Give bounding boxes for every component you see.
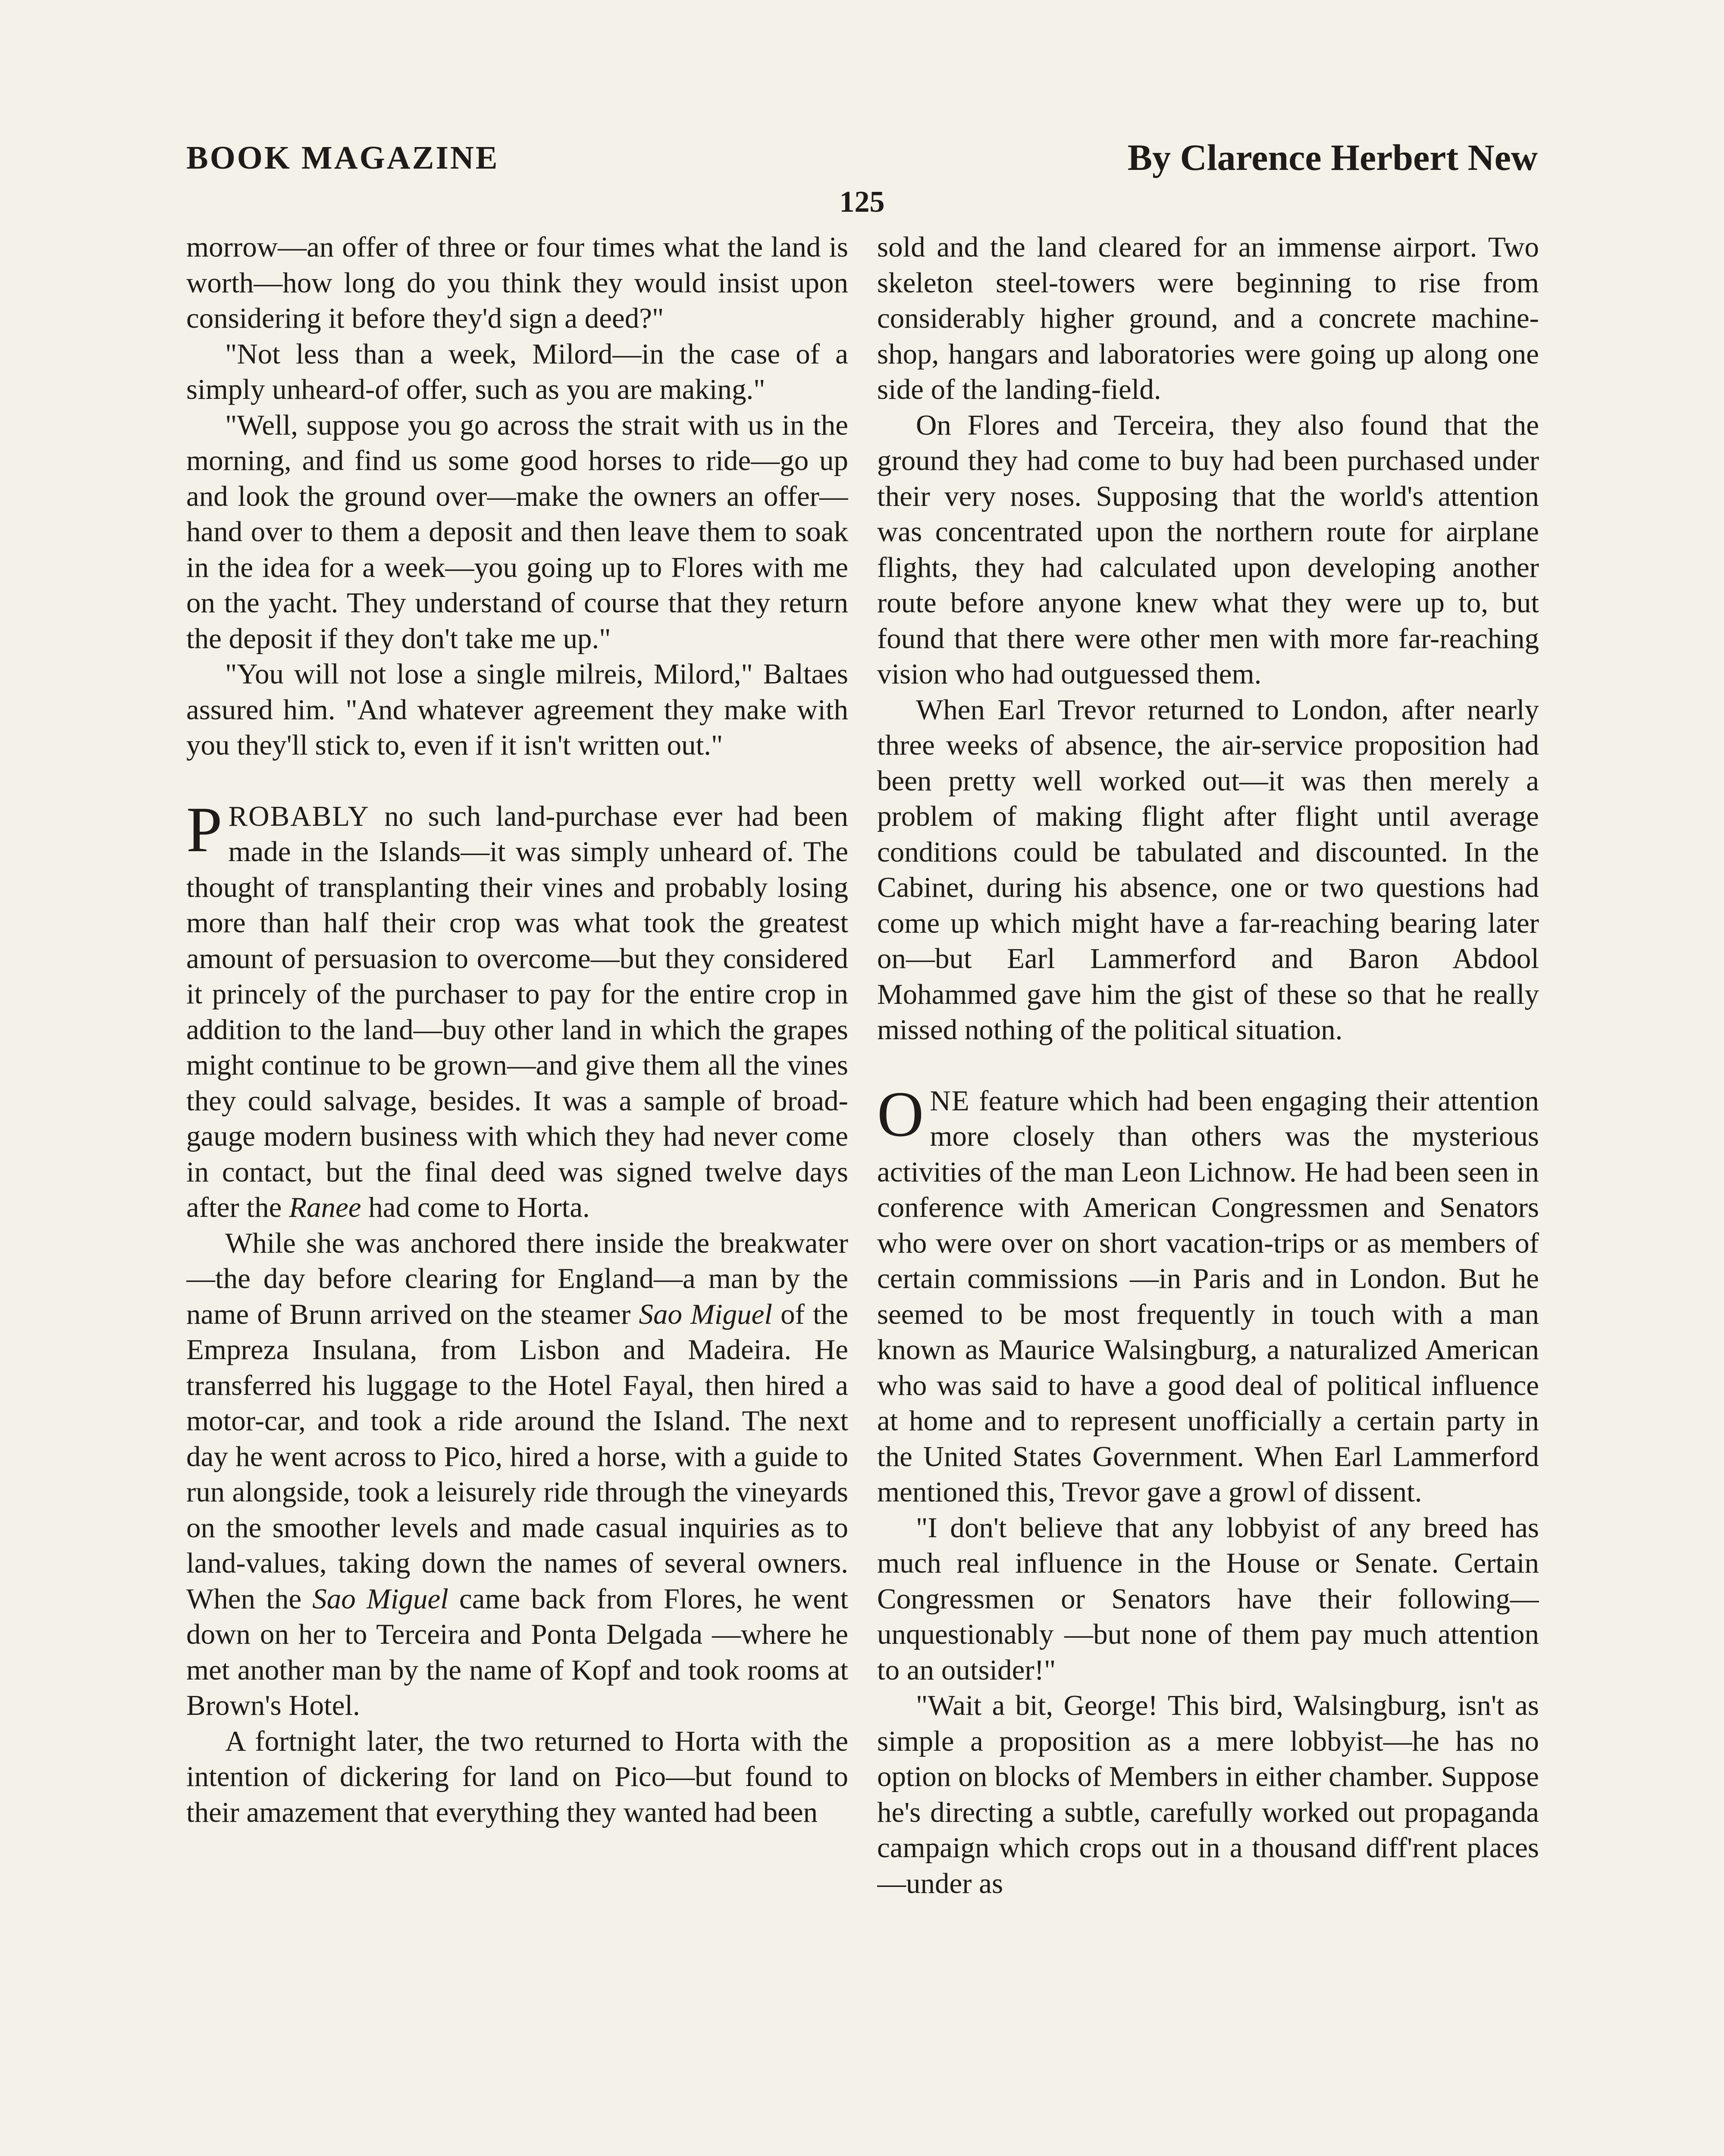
paragraph-text: of the Empreza Insulana, from Lisbon and Madeira. He transferred his luggage to the Hotel Fayal, then hired a motor-car, and took a ride around the Island. The next day he went across to Pico, hired a horse, with a guide to run alongside, took a leisurely ride through the vineyards on the smoother levels and made casual inquiries as to land-values, taking down the names of several owners. When the: [186, 1298, 848, 1615]
right-column: [877, 229, 1539, 2156]
left-column: [186, 229, 848, 2156]
paragraph: "Not less than a week, Milord—in the case of a simply unheard-of offer, such as you are making.": [186, 338, 848, 405]
paragraph: When Earl Trevor returned to London, after nearly three weeks of absence, the air-service proposition had been pretty well worked out—it was then merely a problem of making flight after flight until average conditions could be tabulated and discounted. In the Cabinet, during his absence, one or two questions had come up which might have a far-reaching bearing later on—but Earl Lammerford and Baron Abdool Mohammed gave him the gist of these so that he really missed nothing of the political situation.: [877, 693, 1539, 1046]
ship-name: Ranee: [289, 1191, 361, 1223]
drop-cap: O: [877, 1078, 924, 1150]
paragraph: A fortnight later, the two returned to Horta with the intention of dickering for land on Pico—but found to their amazement that everything they wanted had been: [186, 1725, 848, 1828]
section-paragraph: [877, 1078, 1539, 1510]
section-paragraph: [186, 793, 848, 1225]
paragraph: [186, 1225, 848, 1724]
paragraph: "I don't believe that any lobbyist of any breed has much real influence in the House or Senate. Certain Congressmen or Senators have their following—unquestionably —but none of them pay much attention to an outsider!": [877, 1511, 1539, 1686]
paragraph: morrow—an offer of three or four times what the land is worth—how long do you think they would insist upon considering it before they'd sign a deed?": [186, 231, 848, 334]
drop-cap: P: [186, 793, 223, 865]
paragraph-text: came back from Flores, he went down on her to Terceira and Ponta Delgada —where he met another man by the name of Kopf and took rooms at Brown's Hotel.: [186, 1583, 848, 1721]
lead-in-caps: NE: [930, 1084, 970, 1117]
paragraph: "You will not lose a single milreis, Milord," Baltaes assured him. "And whatever agreement they make with you they'll stick to, even if it isn't written out.": [186, 658, 848, 761]
ship-name: Sao Miguel: [312, 1583, 448, 1615]
paragraph: On Flores and Terceira, they also found that the ground they had come to buy had been purchased under their very noses. Supposing that the world's attention was concentrated upon the northern route for airplane flights, they had calculated upon developing another route before anyone knew what they were up to, but found that there were other men with more far-reaching vision who had outguessed them.: [877, 409, 1539, 690]
paragraph-text: no such land-purchase ever had been made in the Islands—it was simply unheard of. The thought of transplanting their vines and probably losing more than half their crop was what took the greatest amount of persuasion to overcome—but they considered it princely of the purchaser to pay for the entire crop in addition to the land—buy other land in which the grapes might continue to be grown—and give them all the vines they could salvage, besides. It was a sample of broad-gauge modern business with which they had never come in contact, but the final deed was signed twelve days after the: [186, 800, 848, 1223]
magazine-title: BOOK MAGAZINE: [186, 140, 499, 176]
author-byline: By Clarence Herbert New: [1127, 137, 1538, 178]
paragraph-text: While she was anchored there inside the breakwater—the day before clearing for England—a man by the name of Brunn arrived on the steamer: [186, 1227, 848, 1330]
paragraph-text: had come to Horta.: [361, 1191, 590, 1223]
ship-name: Sao Miguel: [639, 1298, 772, 1330]
paragraph: "Well, suppose you go across the strait with us in the morning, and find us some good horses to ride—go up and look the ground over—make the owners an offer—hand over to them a deposit and then leave them to soak in the idea for a week—you going up to Flores with me on the yacht. They understand of course that they return the deposit if they don't take me up.": [186, 409, 848, 655]
paragraph: "Wait a bit, George! This bird, Walsingburg, isn't as simple a proposition as a mere lobbyist—he has no option on blocks of Members in either chamber. Suppose he's directing a subtle, carefully worked out propaganda campaign which crops out in a thousand diff'rent places—under as: [877, 1689, 1539, 1899]
lead-in-caps: ROBABLY: [228, 800, 370, 832]
paragraph: sold and the land cleared for an immense airport. Two skeleton steel-towers were beginning to rise from considerably higher ground, and a concrete machine-shop, hangars and laboratories were going up along one side of the landing-field.: [877, 231, 1539, 405]
page-number: 125: [839, 185, 885, 219]
paragraph-text: feature which had been engaging their attention more closely than others was the mysterious activities of the man Leon Lichnow. He had been seen in conference with American Congressmen and Senators who were over on short vacation-trips or as members of certain commissions —in Paris and in London. But he seemed to be most frequently in touch with a man known as Maurice Walsingburg, a naturalized American who was said to have a good deal of political influence at home and to represent unofficially a certain party in the United States Government. When Earl Lammerford mentioned this, Trevor gave a growl of dissent.: [877, 1084, 1539, 1508]
